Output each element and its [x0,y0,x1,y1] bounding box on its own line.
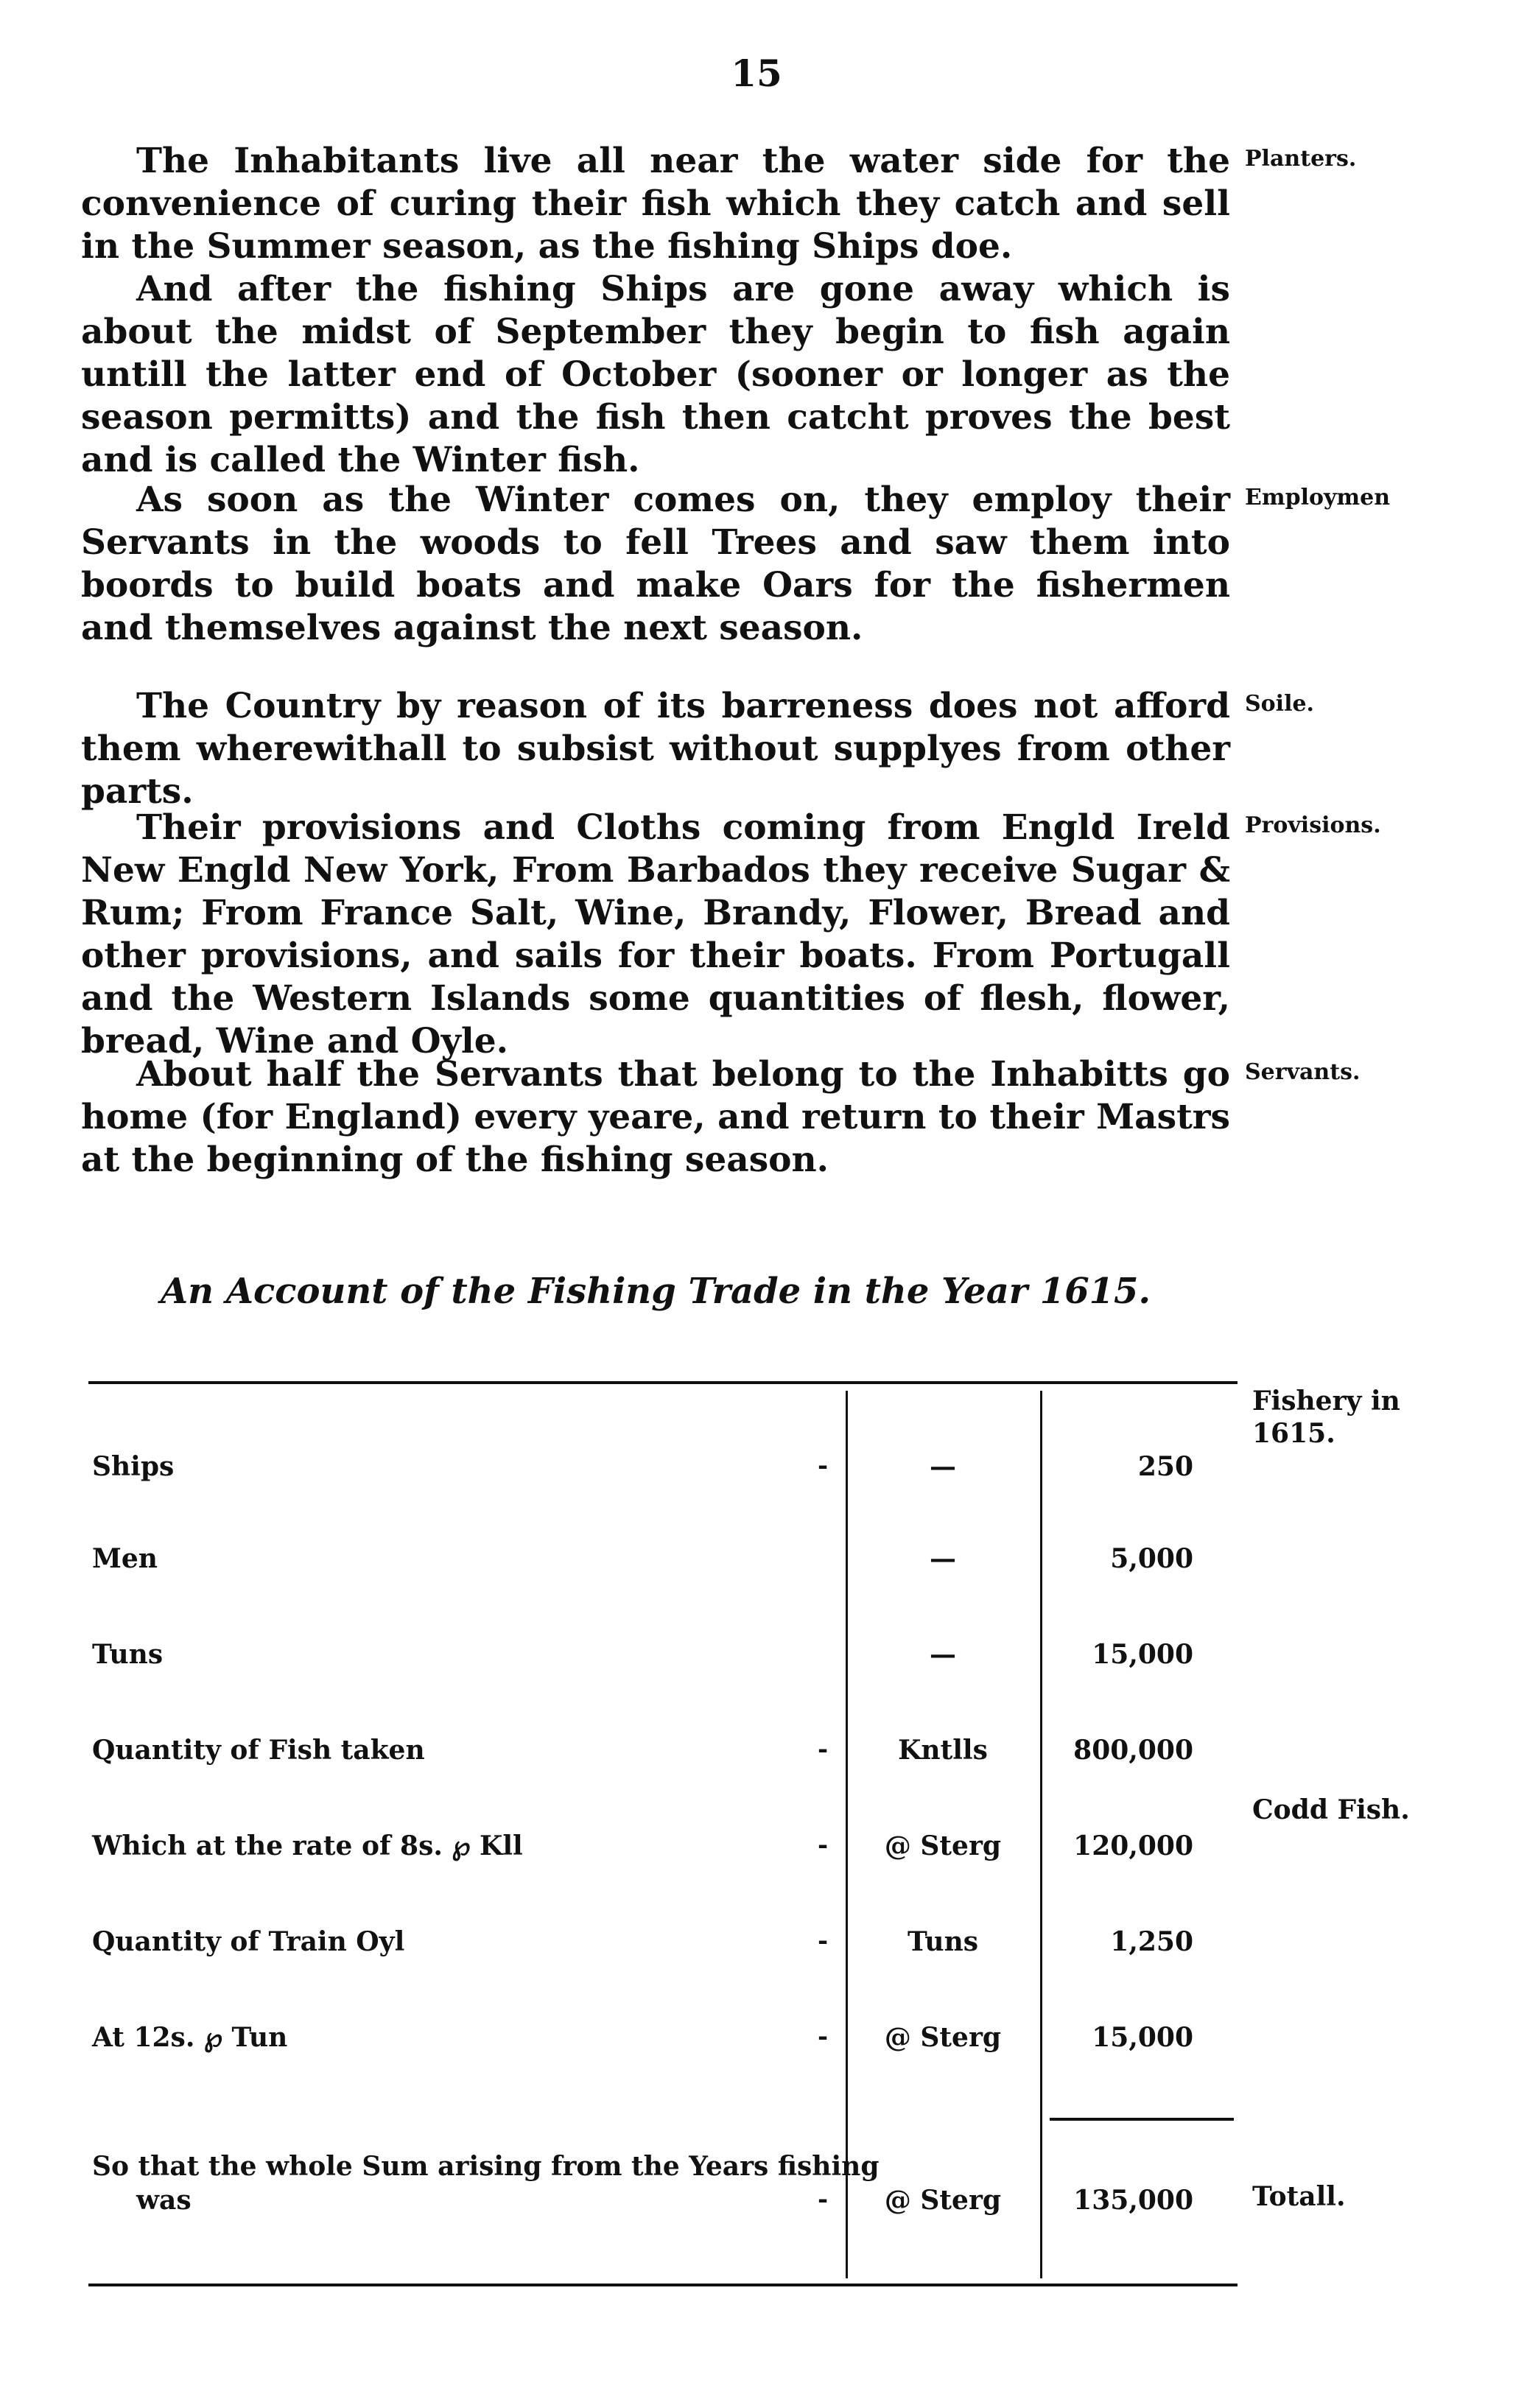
paragraph-text: About half the Servants that belong to the Inhabitts go home (for England) every yeare, and return to their Mastrs at the beginning of the fishing season. [81,1054,1230,1180]
table-row-unit: Kntlls [898,1735,988,1766]
table-row-unit: — [930,1639,956,1670]
table-row-value: 1,250 [1110,1926,1193,1957]
paragraph-text: The Country by reason of its barreness does not afford them wherewithall to subsist without supplyes from other parts. [81,686,1230,812]
table-row-unit: — [930,1543,956,1574]
table-row-value: 800,000 [1073,1735,1193,1766]
side-note-codd-fish: Codd Fish. [1252,1794,1410,1825]
side-note-fishery: Fishery in 1615. [1252,1386,1400,1449]
leader-dash: - [818,2185,829,2214]
margin-note-soil: Soile. [1245,691,1314,717]
table-total-label-cont: was [136,2185,192,2216]
table-row-value: 120,000 [1073,1830,1193,1861]
paragraph-text: The Inhabitants live all near the water side for the convenience of curing their fish which they catch and sell in the Summer season, as the fishing Ships doe. [81,141,1230,267]
table-title: An Account of the Fishing Trade in the Year 1615. [160,1271,1151,1312]
table-row-label: Tuns [92,1639,164,1670]
page-number: 15 [731,52,782,95]
table-row-label: Men [92,1543,158,1574]
paragraph-text: As soon as the Winter comes on, they employ their Servants in the woods to fell Trees and saw them into boords to build boats and make Oars for the fishermen and themselves against the next season. [81,480,1230,648]
margin-note-provisions: Provisions. [1245,812,1381,838]
table-sum-rule [1050,2118,1234,2121]
table-row-label: Which at the rate of 8s. ℘ Kll [92,1830,523,1861]
paragraph-servants [81,1053,1230,1182]
table-total-value: 135,000 [1073,2185,1193,2216]
table-row-label: Quantity of Fish taken [92,1735,425,1766]
leader-dash: - [818,1926,829,1956]
side-note-total: Totall. [1252,2181,1346,2212]
table-row-value: 250 [1137,1451,1193,1482]
table-row-value: 5,000 [1110,1543,1193,1574]
table-row-label: Ships [92,1451,175,1482]
table-row-value: 15,000 [1092,2022,1193,2053]
paragraph-planters [81,140,1230,482]
table-total-unit: @ Sterg [884,2185,1002,2216]
leader-dash: - [818,1830,829,1860]
table-row-unit: Tuns [907,1926,979,1957]
table-row-unit: @ Sterg [884,2022,1002,2053]
margin-note-planters: Planters. [1245,146,1357,172]
margin-note-employment: Employmen [1245,485,1391,510]
leader-dash: - [818,2022,829,2051]
paragraph-soil [81,685,1230,813]
table-row-value: 15,000 [1092,1639,1193,1670]
paragraph-provisions [81,807,1230,1063]
table-row-unit: @ Sterg [884,1830,1002,1861]
paragraph-text: And after the fishing Ships are gone away which is about the midst of September they begin to fish again untill the latter end of October (sooner or longer as the season permitts) and the fish then catcht proves the best and is called the Winter fish. [81,269,1230,480]
table-row-label: At 12s. ℘ Tun [92,2022,288,2053]
table-row-label: Quantity of Train Oyl [92,1926,405,1957]
table-total-label: So that the whole Sum arising from the Years fishing [92,2151,880,2182]
table-bottom-rule [88,2284,1238,2286]
leader-dash: - [818,1451,829,1481]
paragraph-employment [81,479,1230,650]
paragraph-text: Their provisions and Cloths coming from Engld Ireld New Engld New York, From Barbados they receive Sugar & Rum; From France Salt, Wine, Brandy, Flower, Bread and other provisions, and sails for their boats. From Portugall and the Western Islands some quantities of flesh, flower, bread, Wine and Oyle. [81,807,1230,1061]
leader-dash: - [818,1735,829,1764]
table-top-rule [88,1381,1238,1384]
table-row-unit: — [930,1451,956,1482]
margin-note-servants: Servants. [1245,1059,1361,1085]
table-column-rule [1040,1391,1042,2278]
